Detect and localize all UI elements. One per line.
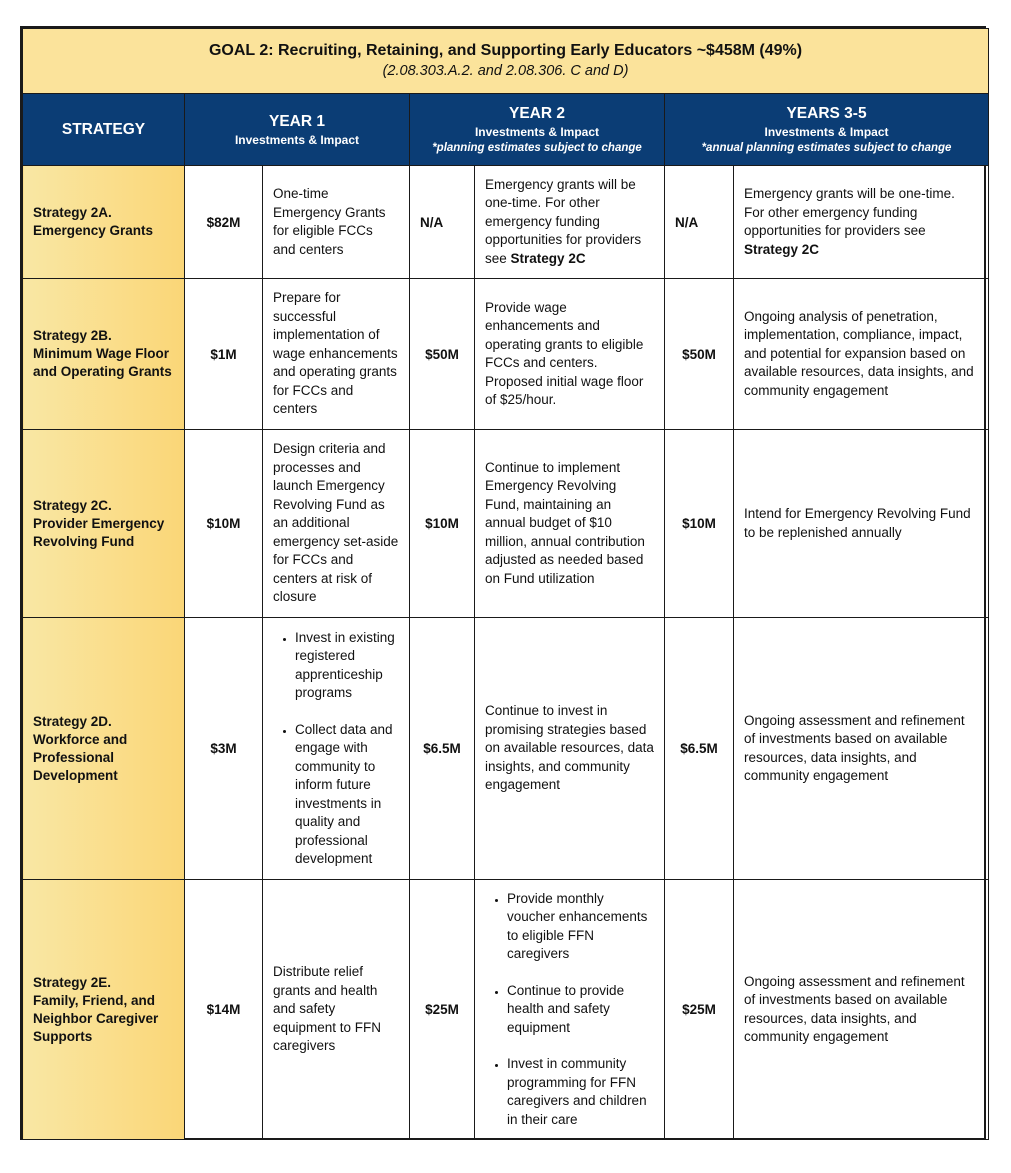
year1-amount: $1M [185, 279, 263, 430]
list-item: • Collect data and engage with community to inform future investments in quality and professional development [295, 721, 399, 869]
year2-impact-text: Emergency grants will be one-time. For other emergency funding opportunities for providers see [485, 176, 642, 266]
goal-header-row [23, 29, 989, 94]
strategy-id: Strategy 2B. [33, 328, 112, 343]
years35-impact: Ongoing analysis of penetration, implementation, compliance, impact, and potential for expansion based on available resources, data insights, and community engagement [734, 279, 989, 430]
header-year2-title: YEAR 2 [509, 104, 565, 122]
header-years35-sub: Investments & Impact [764, 124, 889, 139]
goal-title: GOAL 2: Recruiting, Retaining, and Supporting Early Educators ~$458M (49%) [208, 42, 803, 59]
column-header-row [23, 94, 989, 166]
years35-impact-text: Emergency grants will be one-time. For other emergency funding opportunities for providers see [744, 186, 955, 238]
list-item: • Invest in existing registered apprenticeship programs [295, 629, 399, 703]
table-row [23, 618, 989, 880]
strategy-2c-reference: Strategy 2C [510, 250, 586, 266]
year1-bullet-list [273, 629, 399, 869]
year2-impact [475, 880, 665, 1140]
list-item: • Invest in community programming for FFN caregivers and children in their care [507, 1055, 654, 1129]
strategy-title: Emergency Grants [33, 223, 154, 238]
years35-amount: $25M [665, 880, 734, 1140]
header-year2-sub: Investments & Impact [474, 124, 600, 139]
strategy-2c-reference: Strategy 2C [744, 241, 820, 257]
strategy-id: Strategy 2A. [33, 205, 112, 220]
year2-amount: $25M [410, 880, 475, 1140]
strategy-id: Strategy 2E. [33, 974, 112, 990]
strategy-table-sheet [20, 26, 986, 1140]
goal-subtitle: (2.08.303.A.2. and 2.08.306. C and D) [382, 63, 629, 79]
header-strategy [23, 94, 185, 166]
year1-amount: $82M [185, 166, 263, 279]
year2-amount: $6.5M [410, 618, 475, 880]
strategy-name [23, 880, 185, 1140]
table-row [23, 430, 989, 618]
year2-bullet-list [485, 890, 654, 1130]
header-strategy-label: STRATEGY [61, 120, 146, 138]
year2-amount: N/A [410, 166, 475, 279]
table-row [23, 166, 989, 279]
header-years35 [665, 94, 989, 166]
years35-amount: $50M [665, 279, 734, 430]
list-item: • Provide monthly voucher enhancements to eligible FFN caregivers [507, 890, 654, 964]
strategy-id: Strategy 2C. [33, 497, 112, 513]
year1-amount: $14M [185, 880, 263, 1140]
years35-impact: Intend for Emergency Revolving Fund to be replenished annually [734, 430, 989, 618]
strategy-title: Minimum Wage Floor and Operating Grants [33, 346, 172, 379]
table-row [23, 279, 989, 430]
year1-impact: One-time Emergency Grants for eligible FCCs and centers [263, 166, 410, 279]
year1-impact [263, 618, 410, 880]
strategy-id: Strategy 2D. [33, 713, 112, 729]
strategy-title: Workforce and Professional Development [33, 731, 128, 783]
years35-amount: N/A [665, 166, 734, 279]
header-years35-note: *annual planning estimates subject to change [701, 141, 952, 154]
year2-amount: $10M [410, 430, 475, 618]
years35-impact: Ongoing assessment and refinement of investments based on available resources, data insights, and community engagement [734, 618, 989, 880]
strategy-name [23, 166, 185, 279]
year1-impact: Design criteria and processes and launch Emergency Revolving Fund as an additional emergency set-aside for FCCs and centers at risk of closure [263, 430, 410, 618]
years35-amount: $10M [665, 430, 734, 618]
year2-impact: Provide wage enhancements and operating grants to eligible FCCs and centers. Proposed initial wage floor of $25/hour. [475, 279, 665, 430]
year1-amount: $10M [185, 430, 263, 618]
years35-impact: Ongoing assessment and refinement of investments based on available resources, data insights, and community engagement [734, 880, 989, 1140]
header-years35-title: YEARS 3-5 [786, 104, 867, 122]
strategy-title: Provider Emergency Revolving Fund [33, 515, 165, 549]
goal-2-table [22, 28, 989, 1140]
strategy-title: Family, Friend, and Neighbor Caregiver Supports [33, 992, 159, 1044]
header-year2 [410, 94, 665, 166]
strategy-name [23, 618, 185, 880]
goal-header [23, 29, 989, 94]
table-row [23, 880, 989, 1140]
year2-impact [475, 166, 665, 279]
year2-impact: Continue to implement Emergency Revolving Fund, maintaining an annual budget of $10 million, annual contribution adjusted as needed based on Fund utilization [475, 430, 665, 618]
year1-amount: $3M [185, 618, 263, 880]
year1-impact: Prepare for successful implementation of wage enhancements and operating grants for FCCs and centers [263, 279, 410, 430]
header-year2-note: *planning estimates subject to change [432, 141, 642, 154]
year2-amount: $50M [410, 279, 475, 430]
strategy-name [23, 279, 185, 430]
years35-impact [734, 166, 989, 279]
header-year1-title: YEAR 1 [269, 112, 325, 130]
years35-amount: $6.5M [665, 618, 734, 880]
list-item: • Continue to provide health and safety equipment [507, 982, 654, 1038]
header-year1 [185, 94, 410, 166]
strategy-name [23, 430, 185, 618]
header-year1-sub: Investments & Impact [234, 132, 360, 147]
year1-impact: Distribute relief grants and health and safety equipment to FFN caregivers [263, 880, 410, 1140]
year2-impact: Continue to invest in promising strategies based on available resources, data insights, and community engagement [475, 618, 665, 880]
